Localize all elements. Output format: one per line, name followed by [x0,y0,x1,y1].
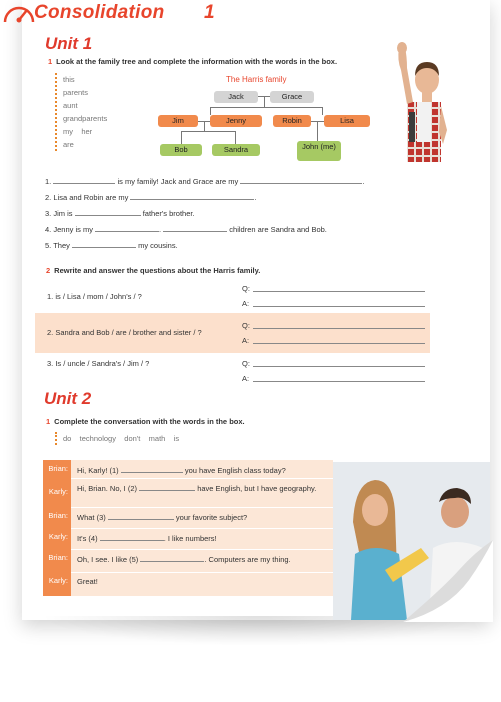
tree-node-jenny: Jenny [210,115,262,127]
tree-node-grace: Grace [270,91,314,103]
question-line[interactable] [253,291,425,292]
tree-line [181,131,182,144]
unit2-ex1-instruction: 1 Complete the conversation with the words in the box. [46,417,245,426]
speaker-label: Karly: [43,528,71,549]
answer-blank[interactable] [53,175,115,184]
question-line[interactable] [253,366,425,367]
conversation-row: Karly: Hi, Brian. No, I (2) have English, but I have geography. [43,478,333,508]
word-box-item: aunt [63,101,78,110]
answer-blank[interactable] [75,207,141,216]
tree-node-lisa: Lisa [324,115,370,127]
sentence-5: 5. They my cousins. [45,241,178,250]
tree-line [264,97,265,107]
answer-blank[interactable] [100,532,164,541]
exercise-number: 1 [46,417,51,426]
answer-blank[interactable] [95,223,159,232]
family-tree-title: The Harris family [226,75,287,84]
answer-blank[interactable] [72,239,136,248]
answer-blank[interactable] [121,464,183,473]
tree-line [322,107,323,115]
answer-blank[interactable] [130,191,254,200]
tree-line [235,131,236,144]
speaker-label: Brian: [43,507,71,528]
conversation-row: Karly: It's (4) . I like numbers! [43,528,333,550]
word-box [55,73,107,151]
speaker-label: Brian: [43,460,71,478]
tree-node-jim: Jim [158,115,198,127]
answer-blank[interactable] [163,223,227,232]
word-box-item: parents [63,88,89,97]
conversation-row: Karly: Great! [43,572,333,596]
tree-node-bob: Bob [160,144,202,156]
question-line[interactable] [253,328,425,329]
page-number: 1 [204,2,215,23]
conversation-row: Brian: Oh, I see. I like (5) . Computers are my thing. [43,549,333,573]
answer-blank[interactable] [139,482,195,491]
unit1-ex1-instruction: 1 Look at the family tree and complete the information with the words in the box. [48,57,338,66]
speaker-label: Karly: [43,572,71,596]
exercise-number: 2 [46,266,51,275]
answer-blank[interactable] [140,553,204,562]
conversation-row: Brian: Hi, Karly! (1) you have English class today? [43,460,333,479]
unit1-heading: Unit 1 [45,34,93,53]
qa-item-3: 3. Is / uncle / Sandra's / Jim / ? Q: A: [35,352,430,392]
exercise-number: 1 [48,57,53,66]
tree-line [210,107,322,108]
tree-line [204,122,205,131]
unit2-heading: Unit 2 [44,389,92,408]
boy-photo [395,40,450,165]
tree-node-robin: Robin [273,115,311,127]
word-box-item: grandparents [63,114,108,123]
word-box: do technology don't math is [55,432,179,445]
answer-line[interactable] [253,343,425,344]
tree-node-john: John (me) [297,141,341,161]
tree-node-sandra: Sandra [212,144,260,156]
qa-item-2: 2. Sandra and Bob / are / brother and sister / ? Q: A: [35,313,430,353]
word-box-item: are [63,140,74,149]
sentence-1: 1. is my family! Jack and Grace are my . [45,177,365,186]
qa-item-1: 1. is / Lisa / mom / John's / ? Q: A: [35,278,430,318]
speaker-label: Brian: [43,549,71,572]
sentence-4: 4. Jenny is my . children are Sandra and Bob. [45,225,327,234]
unit1-ex2-instruction: 2 Rewrite and answer the questions about the Harris family. [46,266,261,275]
answer-line[interactable] [253,381,425,382]
answer-line[interactable] [253,306,425,307]
page-curl [403,540,493,622]
word-box-item: my her [63,127,93,136]
speaker-label: Karly: [43,478,71,507]
answer-blank[interactable] [108,511,174,520]
tree-node-jack: Jack [214,91,258,103]
tree-line [210,107,211,115]
conversation-table [43,460,333,596]
word-box-item: this [63,75,75,84]
tree-line [317,122,318,141]
page-title: Consolidation [34,2,165,23]
sentence-3: 3. Jim is father's brother. [45,209,195,218]
sentence-2: 2. Lisa and Robin are my . [45,193,257,202]
tree-line [181,131,235,132]
gauge-icon [2,0,36,30]
answer-blank[interactable] [240,175,362,184]
conversation-row: Brian: What (3) your favorite subject? [43,507,333,529]
